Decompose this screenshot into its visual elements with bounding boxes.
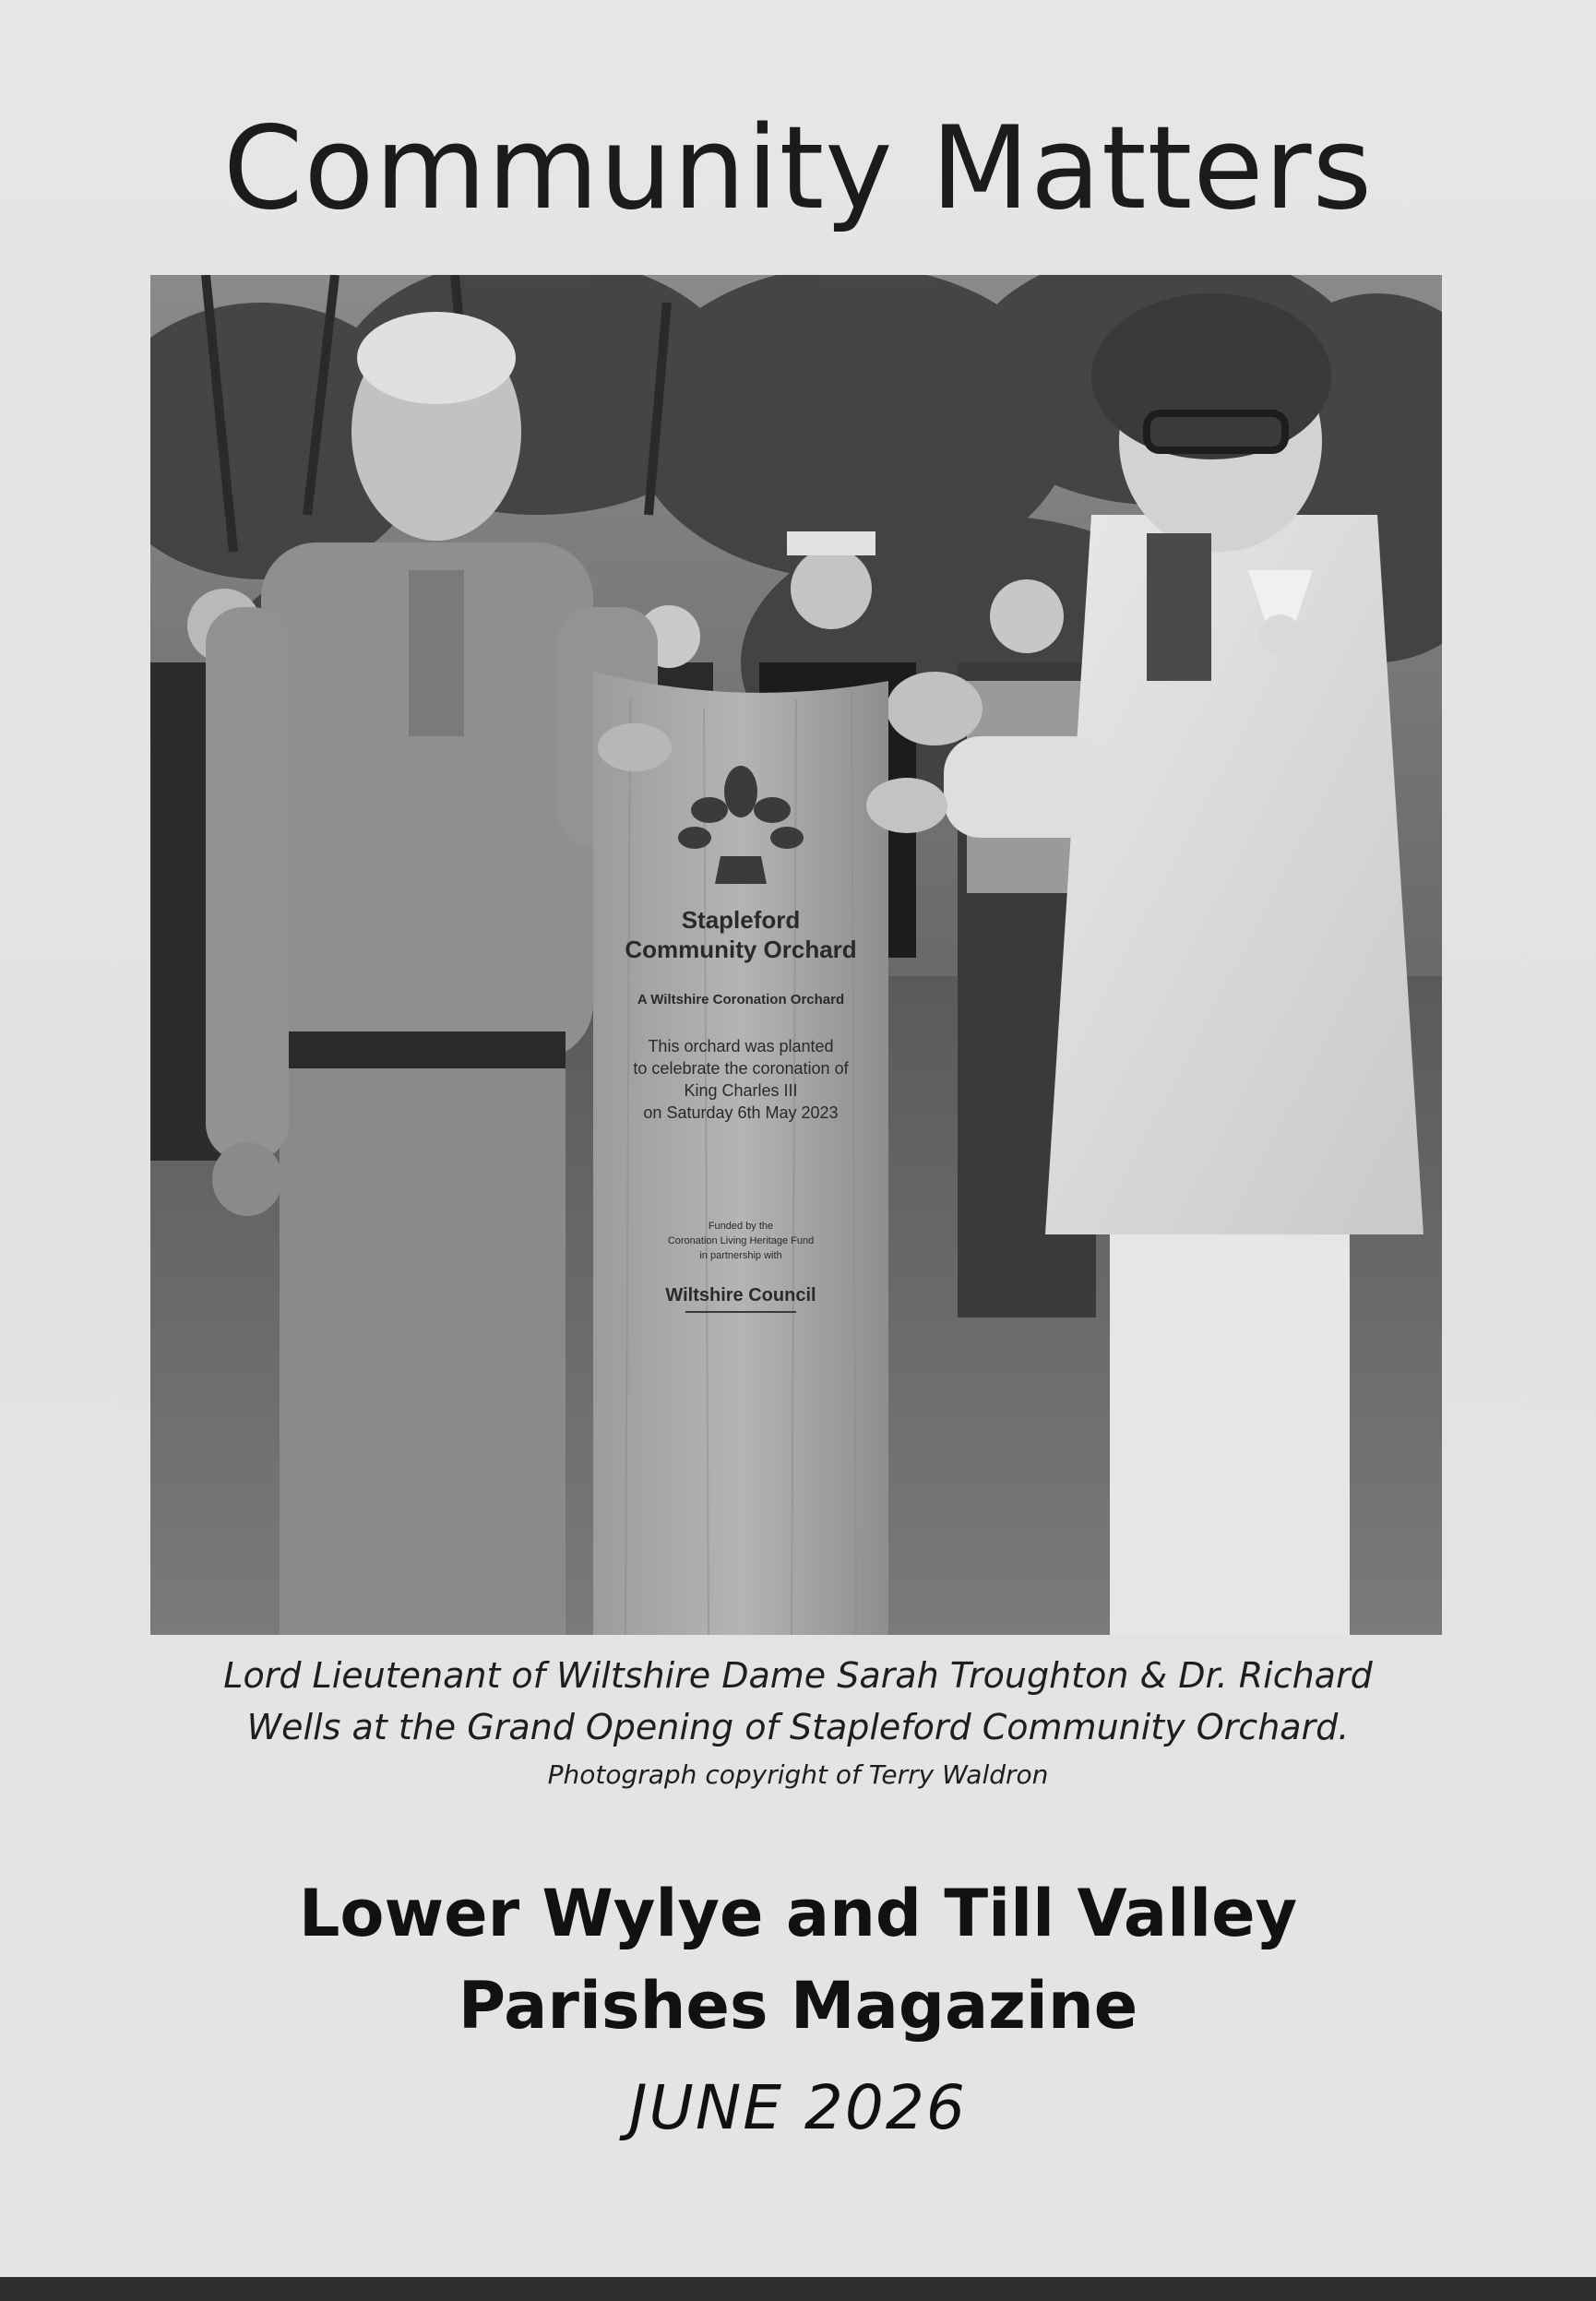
cover-photo [150, 275, 1442, 1635]
plaque-line-8: Funded by the [708, 1221, 774, 1232]
plaque-line-2: Community Orchard [625, 936, 857, 963]
orchard-plaque [593, 672, 888, 1635]
plaque-line-11: Wiltshire Council [665, 1285, 816, 1305]
magazine-name-line-1: Lower Wylye and Till Valley [298, 1876, 1298, 1951]
photo-credit: Photograph copyright of Terry Waldron [547, 1759, 1049, 1790]
plaque-line-9: Coronation Living Heritage Fund [667, 1235, 815, 1246]
plaque-line-5: to celebrate the coronation of [633, 1059, 849, 1078]
plaque-line-1: Stapleford [681, 906, 801, 934]
plaque-line-4: This orchard was planted [648, 1037, 834, 1055]
hand-right [866, 778, 947, 833]
plaque-line-3: A Wiltshire Coronation Orchard [637, 992, 845, 1007]
plaque-line-6: King Charles III [684, 1081, 798, 1100]
page-bottom-edge [0, 2277, 1596, 2301]
hand-left [598, 723, 672, 771]
photo-caption-line-1: Lord Lieutenant of Wiltshire Dame Sarah Troughton & Dr. Richard [223, 1655, 1373, 1696]
photo-caption-line-2: Wells at the Grand Opening of Stapleford Community Orchard. [246, 1707, 1350, 1747]
issue-date: JUNE 2026 [629, 2072, 967, 2143]
plaque-line-7: on Saturday 6th May 2023 [643, 1103, 839, 1122]
plaque-line-10: in partnership with [699, 1250, 782, 1261]
magazine-name-line-2: Parishes Magazine [458, 1968, 1138, 2044]
masthead-title: Community Matters [222, 102, 1374, 235]
